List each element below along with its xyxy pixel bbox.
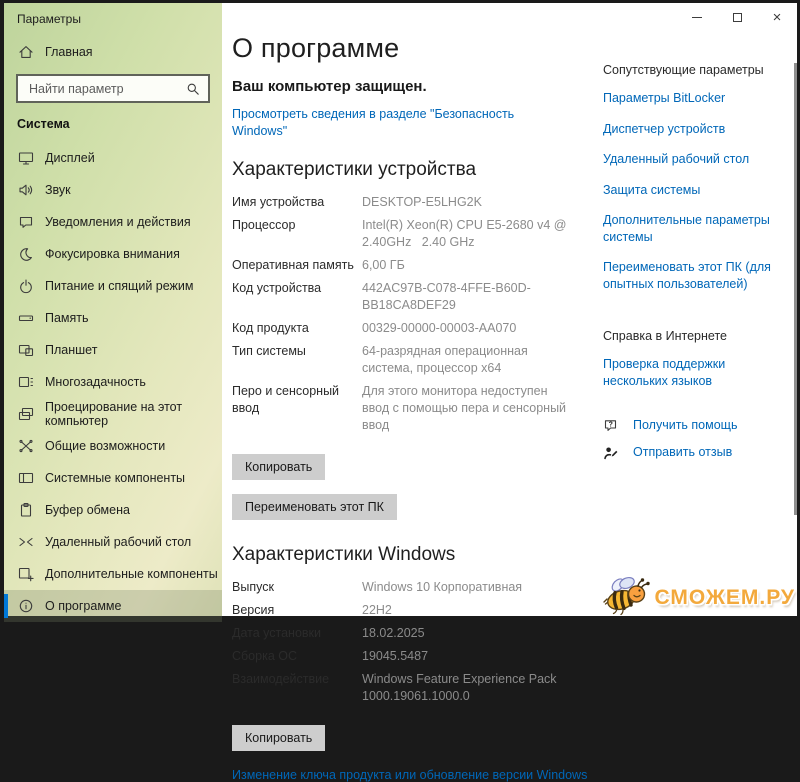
sidebar-item-sound[interactable] <box>4 174 222 206</box>
project-icon <box>18 406 34 422</box>
remote-icon <box>18 534 34 550</box>
related-settings-links <box>603 90 781 292</box>
spec-label: Тип системы <box>232 344 306 358</box>
sidebar-item-home[interactable] <box>18 44 222 60</box>
spec-row <box>232 383 604 434</box>
bee-logo-icon <box>603 574 651 621</box>
spec-label: Имя устройства <box>232 195 325 209</box>
action-send-feedback[interactable] <box>603 445 781 461</box>
main-column <box>232 33 604 782</box>
notifications-icon <box>18 214 34 230</box>
maximize-icon <box>733 13 742 22</box>
display-icon <box>18 150 34 166</box>
spec-row <box>232 280 604 314</box>
sidebar-item-notifications[interactable] <box>4 206 222 238</box>
web-help-heading: Справка в Интернете <box>603 329 727 343</box>
spec-value: Windows Feature Experience Pack 1000.19061.1000.0 <box>362 672 561 703</box>
spec-label: Сборка ОС <box>232 649 298 663</box>
vertical-scrollbar[interactable] <box>794 63 797 515</box>
spec-value: Для этого монитора недоступен ввод с помощью пера и сенсорный ввод <box>362 384 570 432</box>
sidebar-item-label: Дополнительные компоненты <box>45 567 218 581</box>
sidebar-item-label: Буфер обмена <box>45 503 130 517</box>
spec-row <box>232 648 604 665</box>
sidebar-item-projecting[interactable] <box>4 398 222 430</box>
sidebar-item-clipboard[interactable] <box>4 494 222 526</box>
spec-value: 22H2 <box>362 603 392 617</box>
svg-text:?: ? <box>608 421 613 429</box>
sidebar-item-focus-assist[interactable] <box>4 238 222 270</box>
support-action-label[interactable]: Получить помощь <box>633 418 738 432</box>
sidebar-item-multitasking[interactable] <box>4 366 222 398</box>
spec-row <box>232 602 604 619</box>
sidebar-item-label: Звук <box>45 183 71 197</box>
shared-icon <box>18 438 34 454</box>
spec-row <box>232 217 604 251</box>
sound-icon <box>18 182 34 198</box>
related-link-advanced-system-settings[interactable]: Дополнительные параметры системы <box>603 213 770 244</box>
sidebar-item-label: О программе <box>45 599 122 613</box>
settings-window <box>4 3 797 782</box>
action-get-help[interactable] <box>603 418 781 434</box>
sidebar-item-label: Питание и спящий режим <box>45 279 194 293</box>
related-link-system-protection[interactable]: Защита системы <box>603 182 701 197</box>
sidebar-item-storage[interactable] <box>4 302 222 334</box>
spec-label: Код продукта <box>232 321 309 335</box>
spec-value: 00329-00000-00003-AA070 <box>362 321 517 335</box>
sidebar-item-label: Удаленный рабочий стол <box>45 535 192 549</box>
spec-value: 6,00 ГБ <box>362 258 405 272</box>
search-input[interactable] <box>27 81 185 97</box>
related-settings-column <box>603 63 781 472</box>
spec-value: 19045.5487 <box>362 649 429 663</box>
caption-buttons <box>677 3 797 31</box>
spec-row <box>232 343 604 377</box>
spec-label: Версия <box>232 603 275 617</box>
help-bubble-icon <box>603 418 619 434</box>
spec-value: Windows 10 Корпоративная <box>362 580 523 594</box>
sidebar-item-label: Уведомления и действия <box>45 215 191 229</box>
spec-value: 64-разрядная операционная система, процессор x64 <box>362 344 532 375</box>
multitask-icon <box>18 374 34 390</box>
security-details-link[interactable]: Просмотреть сведения в разделе "Безопасность Windows" <box>232 107 515 138</box>
support-action-label[interactable]: Отправить отзыв <box>633 445 733 459</box>
sidebar-item-tablet[interactable] <box>4 334 222 366</box>
copy-windows-specs-button[interactable]: Копировать <box>232 725 325 751</box>
sidebar-nav <box>4 142 222 622</box>
minimize-button[interactable] <box>677 3 717 31</box>
spec-row <box>232 320 604 337</box>
power-icon <box>18 278 34 294</box>
spec-row <box>232 625 604 642</box>
sidebar-item-display[interactable] <box>4 142 222 174</box>
close-button[interactable] <box>757 3 797 31</box>
optional-icon <box>18 566 34 582</box>
spec-row <box>232 579 604 596</box>
spec-label: Дата установки <box>232 626 321 640</box>
sidebar-item-label: Системные компоненты <box>45 471 186 485</box>
about-icon <box>18 598 34 614</box>
spec-label: Перо и сенсорный ввод <box>232 384 340 415</box>
rename-pc-button[interactable]: Переименовать этот ПК <box>232 494 397 520</box>
content-pane <box>222 3 797 782</box>
spec-label: Код устройства <box>232 281 322 295</box>
sidebar-item-label: Проецирование на этот компьютер <box>45 400 183 428</box>
settings-search-box[interactable] <box>16 74 210 103</box>
related-settings-heading: Сопутствующие параметры <box>603 63 764 77</box>
web-help-links <box>603 356 781 389</box>
tablet-icon <box>18 342 34 358</box>
sidebar-item-label: Общие возможности <box>45 439 166 453</box>
support-actions <box>603 418 781 461</box>
spec-row <box>232 257 604 274</box>
sidebar-item-system-components[interactable] <box>4 462 222 494</box>
web-help-link-multi-language-support[interactable]: Проверка поддержки нескольких языков <box>603 357 726 388</box>
home-label: Главная <box>45 45 93 59</box>
spec-value: 18.02.2025 <box>362 626 425 640</box>
sidebar-item-label: Планшет <box>45 343 98 357</box>
focus-icon <box>18 246 34 262</box>
change-product-key-link[interactable]: Изменение ключа продукта или обновление версии Windows <box>232 768 588 782</box>
feedback-icon <box>603 445 619 461</box>
sidebar-item-label: Многозадачность <box>45 375 146 389</box>
spec-value: 442AC97B-C078-4FFE-B60D-BB18CA8DEF29 <box>362 281 531 312</box>
sidebar-item-label: Память <box>45 311 89 325</box>
sidebar-item-remote-desktop[interactable] <box>4 526 222 558</box>
windows-specs-heading: Характеристики Windows <box>232 544 456 565</box>
sidebar-item-label: Дисплей <box>45 151 95 165</box>
related-link-rename-pc-advanced[interactable]: Переименовать этот ПК (для опытных пользователей) <box>603 260 771 291</box>
spec-label: Взаимодействие <box>232 672 330 686</box>
related-link-bitlocker[interactable]: Параметры BitLocker <box>603 91 726 105</box>
sidebar-item-power-sleep[interactable] <box>4 270 222 302</box>
security-status: Ваш компьютер защищен. <box>232 78 427 95</box>
sidebar-section-title: Система <box>17 117 70 131</box>
home-icon <box>18 44 34 60</box>
spec-row <box>232 671 604 705</box>
spec-row <box>232 194 604 211</box>
page-title: О программе <box>232 33 400 63</box>
sidebar-item-shared-experiences[interactable] <box>4 430 222 462</box>
search-icon[interactable] <box>185 81 201 97</box>
components-icon <box>18 470 34 486</box>
spec-value: DESKTOP-E5LHG2K <box>362 195 482 209</box>
copy-device-specs-button[interactable]: Копировать <box>232 454 325 480</box>
maximize-button[interactable] <box>717 3 757 31</box>
spec-label: Оперативная память <box>232 258 354 272</box>
device-specs-table <box>232 194 604 434</box>
watermark <box>603 574 795 621</box>
clipboard-icon <box>18 502 34 518</box>
device-specs-heading: Характеристики устройства <box>232 159 477 180</box>
related-link-device-manager[interactable]: Диспетчер устройств <box>603 121 726 136</box>
minimize-icon <box>692 17 702 18</box>
window-title: Параметры <box>17 12 81 26</box>
sidebar-item-optional-features[interactable] <box>4 558 222 590</box>
related-link-remote-desktop[interactable]: Удаленный рабочий стол <box>603 152 750 166</box>
windows-specs-table <box>232 579 604 705</box>
storage-icon <box>18 310 34 326</box>
watermark-text: СМОЖЕМ.РУ <box>654 585 795 609</box>
sidebar <box>4 3 222 616</box>
spec-value: Intel(R) Xeon(R) CPU E5-2680 v4 @ 2.40GHz 2.40 GHz <box>362 218 570 249</box>
sidebar-item-about[interactable] <box>4 590 222 622</box>
spec-label: Выпуск <box>232 580 274 594</box>
spec-label: Процессор <box>232 218 296 232</box>
close-icon: × <box>772 8 782 26</box>
sidebar-item-label: Фокусировка внимания <box>45 247 180 261</box>
